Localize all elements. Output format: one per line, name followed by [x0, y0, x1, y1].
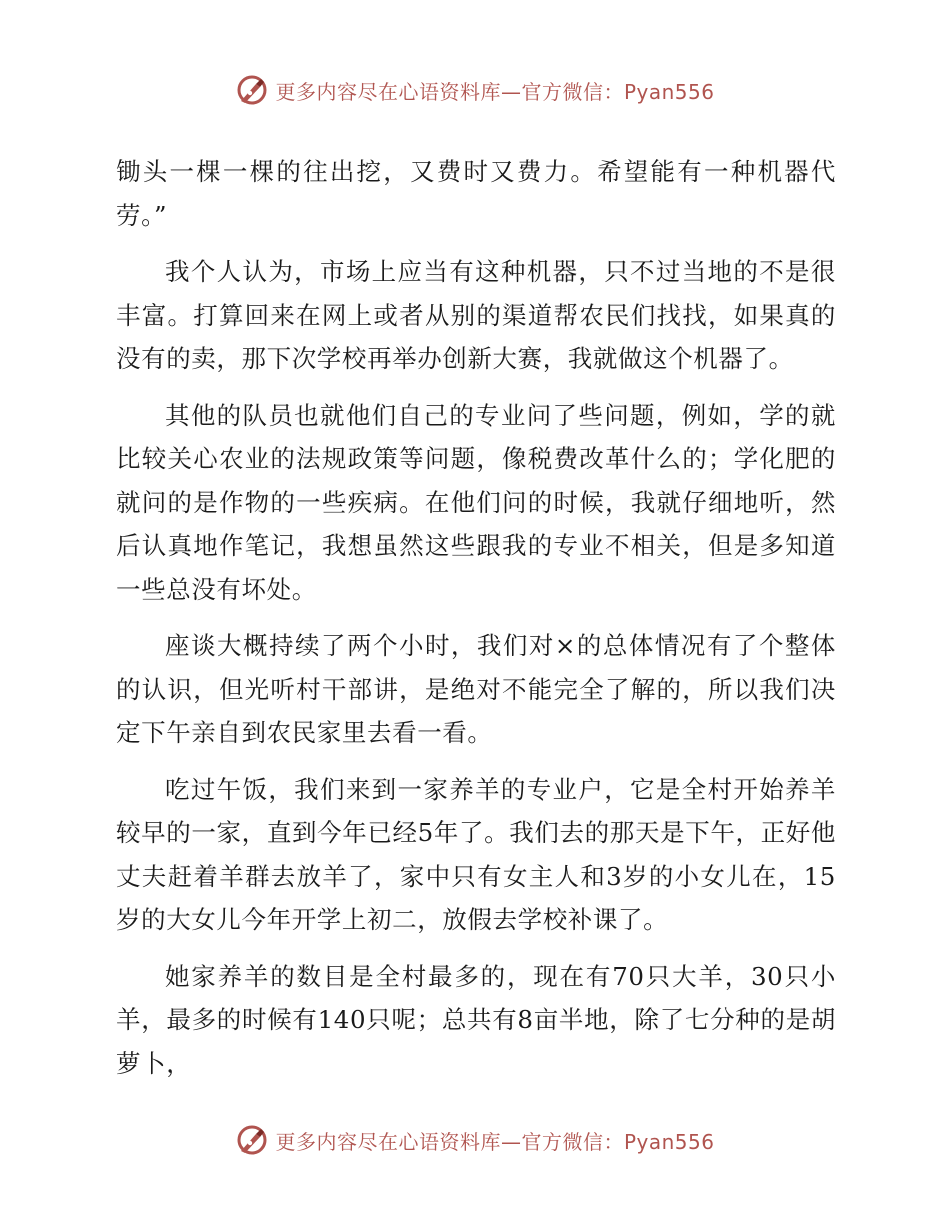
- paragraph-6: 她家养羊的数目是全村最多的，现在有70只大羊，30只小羊，最多的时候有140只呢；总共有8亩半地，除了七分种的是胡萝卜，: [116, 961, 836, 1078]
- pen-logo-icon: [235, 73, 269, 107]
- footer-banner-content: [235, 1123, 714, 1157]
- paragraph-5: 吃过午饭，我们来到一家养羊的专业户，它是全村开始养羊较早的一家，直到今年已经5年了。我们去的那天是下午，正好他丈夫赶着羊群去放羊了，家中只有女主人和3岁的小女儿在，15岁的大女儿今年开学上初二，放假去学校补课了。: [116, 774, 836, 934]
- header-banner: [0, 70, 950, 110]
- header-banner-content: [235, 73, 714, 107]
- footer-banner-text: 更多内容尽在心语资料库—官方微信：Pyan556: [275, 1129, 715, 1154]
- paragraph-3: 其他的队员也就他们自己的专业问了些问题，例如，学的就比较关心农业的法规政策等问题，像税费改革什么的；学化肥的就问的是作物的一些疾病。在他们问的时候，我就仔细地听，然后认真地作笔记，我想虽然这些跟我的专业不相关，但是多知道一些总没有坏处。: [116, 400, 836, 604]
- header-banner-text: 更多内容尽在心语资料库—官方微信：Pyan556: [275, 79, 715, 104]
- pen-logo-icon: [235, 1123, 269, 1157]
- document-body: [116, 150, 836, 1098]
- paragraph-4: 座谈大概持续了两个小时，我们对×的总体情况有了个整体的认识，但光听村干部讲，是绝对不能完全了解的，所以我们决定下午亲自到农民家里去看一看。: [116, 631, 836, 747]
- paragraph-2: 我个人认为，市场上应当有这种机器，只不过当地的不是很丰富。打算回来在网上或者从别的渠道帮农民们找找，如果真的没有的卖，那下次学校再举办创新大赛，我就做这个机器了。: [116, 257, 836, 373]
- paragraph-1: 锄头一棵一棵的往出挖，又费时又费力。希望能有一种机器代劳。”: [116, 157, 836, 230]
- footer-banner: [0, 1120, 950, 1160]
